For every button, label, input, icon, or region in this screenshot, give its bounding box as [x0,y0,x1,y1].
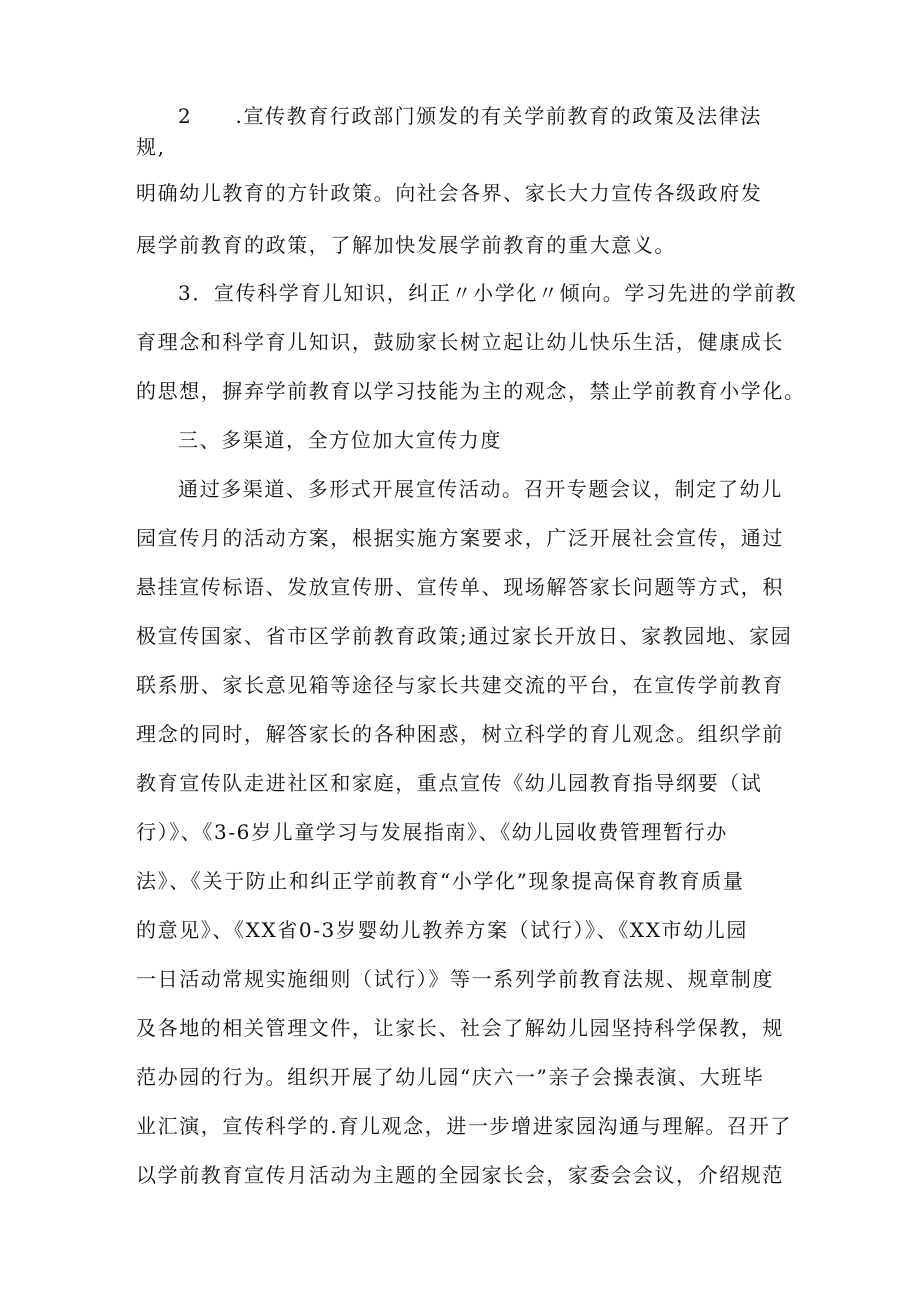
paragraph-body-line-2: 园宣传月的活动方案，根据实施方案要求，广泛开展社会宣传，通过 [136,526,784,550]
paragraph-3-line-1: 3．宣传科学育儿知识，纠正〃小学化〃倾向。学习先进的学前教 [178,281,798,305]
paragraph-body-line-13: 范办园的行为。组织开展了幼儿园“庆六一”亲子会操表演、大班毕 [136,1065,765,1089]
paragraph-body-line-3: 悬挂宣传标语、发放宣传册、宣传单、现场解答家长问题等方式，积 [136,575,784,599]
paragraph-body-line-1: 通过多渠道、多形式开展宣传活动。召开专题会议，制定了幼儿 [178,477,783,501]
paragraph-2-line-4: 展学前教育的政策，了解加快发展学前教育的重大意义。 [136,233,676,257]
paragraph-body-line-6: 理念的同时，解答家长的各种困惑，树立科学的育儿观念。组织学前 [136,722,784,746]
paragraph-body-line-15: 以学前教育宣传月活动为主题的全园家长会，家委会会议，介绍规范 [136,1163,784,1187]
paragraph-2-line-3: 明确幼儿教育的方针政策。向社会各界、家长大力宣传各级政府发 [136,181,763,205]
paragraph-3-line-3: 的思想，摒弃学前教育以学习技能为主的观念，禁止学前教育小学化。 [136,379,806,403]
paragraph-body-line-8: 行）》、《3-6岁儿童学习与发展指南》、《幼儿园收费管理暂行办 [136,820,728,844]
section-heading-3: 三、多渠道，全方位加大宣传力度 [178,428,502,452]
paragraph-body-line-9: 法》、《关于防止和纠正学前教育“小学化”现象提高保育教育质量 [136,869,745,893]
paragraph-body-line-14: 业汇演，宣传科学的.育儿观念，进一步增进家园沟通与理解。召开了 [136,1114,792,1138]
paragraph-3-line-2: 育理念和科学育儿知识，鼓励家长树立起让幼儿快乐生活，健康成长 [136,330,784,354]
paragraph-body-line-4: 极宣传国家、省市区学前教育政策;通过家长开放日、家教园地、家园 [136,624,793,648]
paragraph-body-line-10: 的意见》、《XX省0-3岁婴幼儿教养方案（试行）》、《XX市幼儿园 [136,918,748,942]
paragraph-2-line-2: 规, [136,135,166,159]
paragraph-body-line-5: 联系册、家长意见箱等途径与家长共建交流的平台，在宣传学前教育 [136,673,784,697]
paragraph-body-line-12: 及各地的相关管理文件，让家长、社会了解幼儿园坚持科学保教，规 [136,1016,784,1040]
paragraph-2-line-1: 2 .宣传教育行政部门颁发的有关学前教育的政策及法律法 [178,104,762,128]
paragraph-body-line-11: 一日活动常规实施细则（试行）》等一系列学前教育法规、规章制度 [136,967,774,991]
paragraph-body-line-7: 教育宣传队走进社区和家庭，重点宣传《幼儿园教育指导纲要（试 [136,771,763,795]
